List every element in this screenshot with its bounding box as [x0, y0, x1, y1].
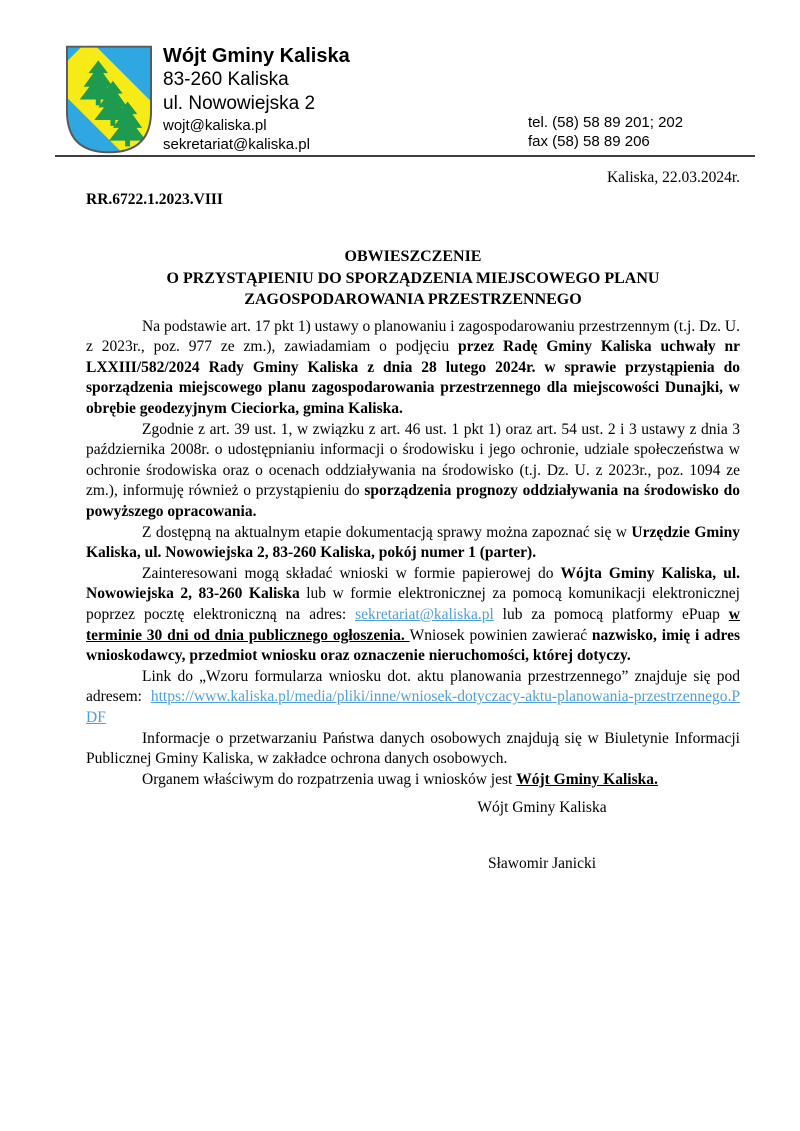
text-run: nazwisko, imię i adres wnioskodawcy, przedmiot wniosku oraz oznaczenie nieruchomości, której dotyczy. [86, 626, 741, 665]
text-run: lub w formie elektronicznej za pomocą komunikacji elektronicznej poprzez pocztę elektroniczną na adres: [86, 585, 740, 623]
paragraph [86, 523, 740, 564]
org-name: Wójt Gminy Kaliska [163, 45, 350, 67]
text-run: Wójt Gminy Kaliska. [516, 770, 658, 788]
text-run: Na podstawie art. 17 pkt 1) ustawy o planowaniu i zagospodarowaniu przestrzennym (t.j. Dz. U. z 2023r., poz. 977 ze zm.), zawiadamiam o podjęciu [86, 317, 740, 356]
document-content [86, 168, 740, 790]
text-run: sporządzenia prognozy oddziaływania na środowisko do powyższego opracowania. [86, 482, 740, 521]
paragraph [86, 667, 740, 729]
org-email-wojt: wojt@kaliska.pl [163, 117, 267, 134]
text-run: przez Radę Gminy Kaliska uchwały nr LXXIII/582/2024 Rady Gminy Kaliska z dnia 28 lutego 2024r. w sprawie przystąpienia do sporządzenia miejscowego planu zagospodarowania przestrzennego dla miejscowości Dunajki, w obrębie geodezyjnym Cieciorka, gmina Kaliska. [86, 338, 740, 418]
paragraph [86, 729, 740, 770]
letterhead-divider [55, 155, 755, 157]
text-run: Wniosek powinien zawierać [409, 626, 592, 644]
org-fax: fax (58) 58 89 206 [528, 133, 650, 150]
org-phone: tel. (58) 58 89 201; 202 [528, 114, 684, 131]
org-block [163, 44, 350, 154]
letterhead [0, 0, 800, 158]
title-line-3: ZAGOSPODAROWANIA PRZESTRZENNEGO [244, 291, 582, 309]
text-run: Z dostępną na aktualnym etapie dokumentacją sprawy można zapoznać się w [142, 523, 632, 541]
text-run: Link do „Wzoru formularza wniosku dot. aktu planowania przestrzennego” znajduje się pod adresem: [86, 667, 740, 706]
text-run: Wójta Gminy Kaliska, ul. Nowowiejska 2, 83-260 Kaliska [86, 564, 740, 603]
text-run: Informacje o przetwarzaniu Państwa danych osobowych znajdują się w Biuletynie Informacji Publicznej Gminy Kaliska, w zakładce ochrona danych osobowych. [86, 729, 740, 768]
contact-block [528, 113, 683, 151]
paragraph [86, 420, 740, 523]
document-title [86, 246, 740, 311]
text-run: Urzędzie Gminy Kaliska, ul. Nowowiejska 2, 83-260 Kaliska, pokój numer 1 (parter). [86, 523, 740, 562]
signature-name: Sławomir Janicki [487, 855, 597, 872]
text-run: Zainteresowani mogą składać wnioski w formie papierowej do [142, 564, 561, 582]
paragraph [86, 564, 740, 667]
text-run: lub za pomocą platformy ePuap [493, 606, 729, 623]
signature-role: Wójt Gminy Kaliska [477, 799, 607, 816]
body-paragraphs [86, 317, 740, 791]
text-run: w terminie 30 dni od dnia publicznego ogłoszenia. [86, 606, 740, 644]
hyperlink[interactable]: https://www.kaliska.pl/media/pliki/inne/wniosek-dotyczacy-aktu-planowania-przestrzennego.PDF [86, 688, 740, 726]
coat-of-arms-logo [65, 44, 153, 155]
text-run: Zgodnie z art. 39 ust. 1, w związku z art. 46 ust. 1 pkt 1) oraz art. 54 ust. 2 i 3 ustawy z dnia 3 października 2008r. o udostępnianiu informacji o środowisku i jego ochronie, udziale społeczeństwa w ochronie środowiska oraz o ocenach oddziaływania na środowisko (t.j. Dz. U. z 2023r., poz. 1094 ze zm.), informuję również o przystąpieniu do [86, 420, 740, 500]
paragraph [86, 317, 740, 420]
hyperlink[interactable]: sekretariat@kaliska.pl [355, 606, 494, 623]
title-line-2: O PRZYSTĄPIENIU DO SPORZĄDZENIA MIEJSCOWEGO PLANU [166, 269, 660, 287]
paragraph [86, 770, 740, 791]
reference-number: RR.6722.1.2023.VIII [86, 190, 223, 208]
org-email-sekretariat: sekretariat@kaliska.pl [163, 136, 310, 153]
title-line-1: OBWIESZCZENIE [344, 248, 482, 266]
text-run: Organem właściwym do rozpatrzenia uwag i wniosków jest [142, 770, 517, 788]
org-street: ul. Nowowiejska 2 [163, 93, 316, 114]
date-line: Kaliska, 22.03.2024r. [606, 169, 740, 186]
org-postal-code: 83-260 Kaliska [163, 69, 289, 90]
